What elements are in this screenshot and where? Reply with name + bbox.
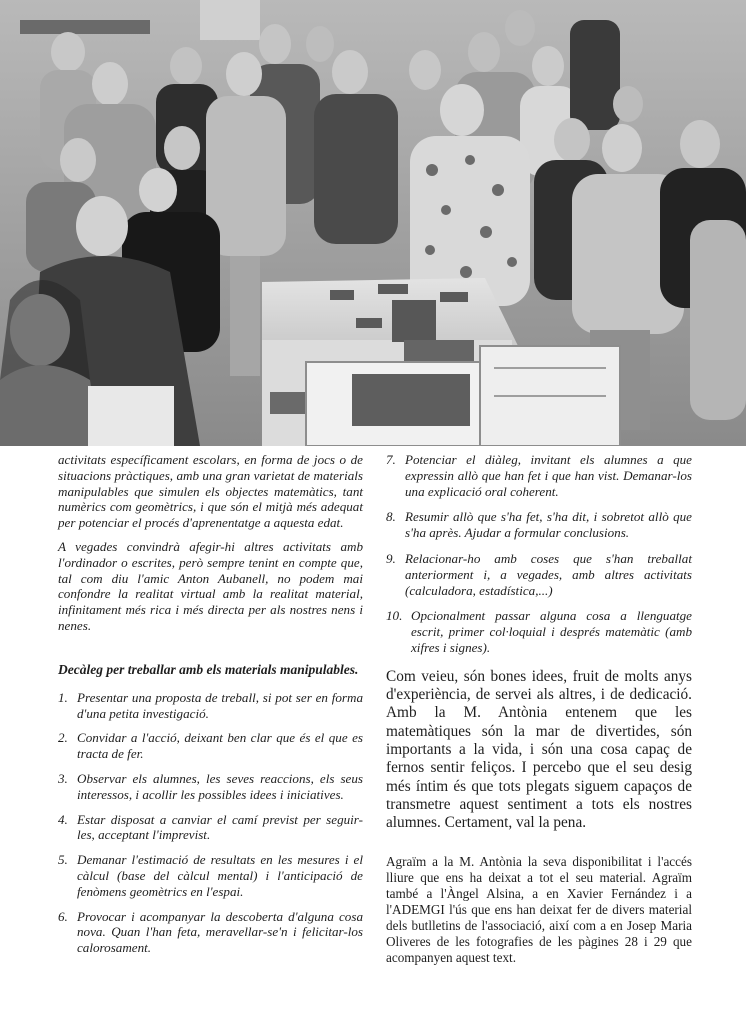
list-item	[58, 771, 363, 803]
classroom-group-photo	[0, 0, 746, 446]
list-item	[58, 730, 363, 762]
left-column	[58, 452, 363, 965]
list-item-text: Potenciar el diàleg, invitant els alumnes a que expressin allò que han fet i que han vist. Demanar-los una explicació oral coherent.	[405, 452, 692, 499]
intro-paragraph-2: A vegades convindrà afegir-hi altres activitats amb l'ordinador o escrites, però sempre tenint en compte que, tal com diu l'amic Anton Aubanell, no podem mai confondre la realitat virtual amb la realitat material, infinitament més rica i més directa per als nostres nens i nenes.	[58, 538, 363, 633]
list-item-number: 10.	[386, 608, 403, 624]
list-item	[58, 909, 363, 956]
list-item-text: Convidar a l'acció, deixant ben clar que és el que es tracta de fer.	[77, 730, 363, 762]
list-item-text: Resumir allò que s'ha fet, s'ha dit, i sobretot allò que s'ha après. Ajudar a formular conclusions.	[405, 509, 692, 541]
list-item-number: 7.	[386, 452, 396, 467]
list-item-text: Provocar i acompanyar la descoberta d'alguna cosa nova. Quan l'han feta, meravellar-se'n i felicitar-los calorosament.	[77, 908, 363, 956]
list-item	[58, 812, 363, 844]
list-item	[386, 452, 692, 499]
list-item-text: Estar disposat a canviar el camí previst per seguir-les, acceptant l'imprevist.	[77, 811, 363, 843]
right-column	[386, 452, 692, 966]
closing-paragraph: Com veieu, són bones idees, fruit de molts anys d'experiència, de servei als altres, i de dedicació. Amb la M. Antònia entenem que les matemàtiques són la mar de divertides, són importants a la vida, i són una cosa capaç de fernos sentir feliços. I percebo que el seu desig més íntim és que tots plegats siguem capaços de transmetre aquest sentiment a tots els nostres alumnes. Certament, val la pena.	[386, 667, 692, 832]
decalog-list-left	[58, 690, 363, 956]
list-item	[58, 852, 363, 899]
list-item-text: Relacionar-ho amb coses que s'han treballat anteriorment i, a vegades, amb altres activitats (calculadora, estadística,...)	[405, 550, 692, 598]
list-item-number: 8.	[386, 509, 396, 525]
list-item-text: Presentar una proposta de treball, si pot ser en forma d'una petita investigació.	[77, 689, 363, 721]
list-item-text: Opcionalment passar alguna cosa a llenguatge escrit, primer col·loquial i després matemàtic (amb xifres i signes).	[411, 608, 692, 655]
list-item-number: 5.	[58, 852, 68, 868]
decalog-heading: Decàleg per treballar amb els materials manipulables.	[58, 661, 359, 677]
list-item	[386, 608, 692, 655]
list-item-text: Observar els alumnes, les seves reaccions, els seus interessos, i acollir les possibles idees i iniciatives.	[77, 770, 363, 802]
list-item-number: 1.	[58, 689, 68, 705]
list-item	[386, 509, 692, 541]
photo-illustration	[0, 0, 746, 446]
list-item-text: Demanar l'estimació de resultats en les mesures i el càlcul (base del càlcul mental) i l'anticipació de fenòmens geomètrics en l'espai.	[77, 852, 363, 899]
list-item-number: 2.	[58, 730, 68, 746]
acknowledgement-paragraph: Agraïm a la M. Antònia la seva disponibilitat i l'accés lliure que ens ha deixat a tot el seu material. Agraïm també a l'Àngel Alsina, a en Xavier Fernández i a l'ADEMGI l'ús que ens han deixat fer de divers material dels butlletins de l'associació, així com a en Josep Maria Oliveres de les fotografies de les pàgines 28 i 29 que acompanyen aquest text.	[386, 854, 692, 966]
list-item-number: 6.	[58, 908, 68, 924]
list-item-number: 3.	[58, 770, 68, 786]
list-item-number: 4.	[58, 811, 68, 827]
decalog-list-right	[386, 452, 692, 656]
list-item-number: 9.	[386, 550, 396, 566]
intro-paragraph-1: activitats específicament escolars, en forma de jocs o de situacions pràctiques, amb una gran varietat de materials manipulables que simulen els objectes matemàtics, tant numèrics com geomètrics, i que són el mitjà més adequat per potenciar el procés d'aprenentatge a aquesta edat.	[58, 452, 363, 531]
list-item	[58, 690, 363, 722]
list-item	[386, 551, 692, 598]
